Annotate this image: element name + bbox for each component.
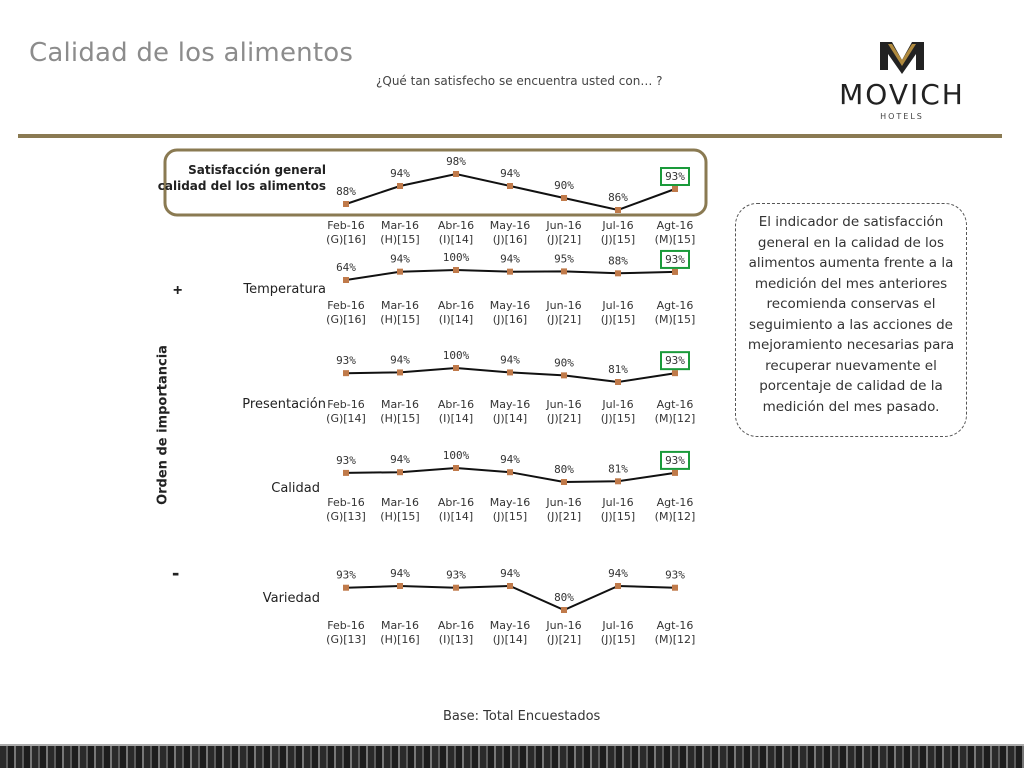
data-point-marker: [561, 607, 567, 613]
category-label: Feb-16: [327, 299, 365, 312]
data-label: 93%: [446, 568, 466, 582]
data-label: 90%: [554, 179, 574, 192]
data-label: 93%: [665, 252, 685, 266]
base-label: (J)[15]: [600, 412, 636, 425]
category-label: Mar-16: [380, 496, 420, 509]
data-point-marker: [343, 370, 349, 376]
category-label: May-16: [489, 619, 531, 632]
data-point-marker: [615, 379, 621, 385]
base-label: (G)[13]: [326, 633, 366, 646]
category-label: Feb-16: [327, 219, 365, 232]
panel-title-temperatura: Temperatura: [243, 282, 326, 297]
data-point-marker: [561, 195, 567, 201]
base-label: (J)[21]: [546, 313, 582, 326]
logo-subtext: HOTELS: [880, 112, 924, 121]
category-label: May-16: [489, 219, 531, 232]
category-label: Jul-16: [602, 619, 634, 632]
base-label: (H)[15]: [380, 412, 420, 425]
data-point-marker: [397, 469, 403, 475]
data-point-marker: [507, 583, 513, 589]
category-label: Abr-16: [437, 496, 475, 509]
data-label: 88%: [608, 254, 628, 268]
category-label: Jun-16: [546, 398, 582, 411]
data-point-marker: [672, 370, 678, 376]
base-label: (G)[14]: [326, 412, 366, 425]
data-label: 93%: [665, 354, 685, 368]
category-label: Jun-16: [546, 619, 582, 632]
category-label: Mar-16: [380, 398, 420, 411]
data-point-marker: [343, 585, 349, 591]
page-title: Calidad de los alimentos: [29, 38, 354, 68]
data-point-marker: [453, 465, 459, 471]
data-label: 98%: [446, 155, 466, 168]
data-label: 94%: [390, 252, 410, 266]
base-label: (J)[15]: [492, 510, 528, 523]
base-label: (J)[15]: [600, 510, 636, 523]
base-label: (J)[16]: [492, 313, 528, 326]
data-point-marker: [397, 583, 403, 589]
data-label: 95%: [554, 252, 574, 266]
base-label: (M)[12]: [654, 510, 696, 523]
base-label: (J)[15]: [600, 233, 636, 246]
data-point-marker: [672, 269, 678, 275]
category-label: May-16: [489, 299, 531, 312]
base-label: (H)[15]: [380, 313, 420, 326]
data-label: 94%: [390, 453, 410, 467]
panel-title-general-line1: Satisfacción general: [188, 163, 326, 177]
data-label: 93%: [665, 568, 685, 582]
importance-minus: -: [172, 560, 180, 585]
importance-axis-label: Orden de importancia: [155, 345, 171, 505]
data-label: 80%: [554, 463, 574, 476]
base-label: (I)[14]: [438, 510, 474, 523]
category-label: Jun-16: [546, 299, 582, 312]
base-label: (J)[14]: [492, 633, 528, 646]
category-label: Jul-16: [602, 398, 634, 411]
data-point-marker: [615, 270, 621, 276]
category-label: Abr-16: [437, 219, 475, 232]
category-label: Jul-16: [602, 496, 634, 509]
data-point-marker: [672, 186, 678, 192]
base-label: (M)[15]: [654, 313, 696, 326]
category-label: Agt-16: [656, 398, 694, 411]
base-label: (M)[15]: [654, 233, 696, 246]
base-label: (H)[15]: [380, 510, 420, 523]
data-label: 93%: [665, 453, 685, 467]
data-point-marker: [453, 267, 459, 273]
series-line: [346, 586, 675, 610]
category-label: May-16: [489, 496, 531, 509]
data-label: 94%: [500, 167, 520, 180]
data-point-marker: [507, 183, 513, 189]
data-point-marker: [507, 469, 513, 475]
data-point-marker: [672, 470, 678, 476]
insight-note: El indicador de satisfacción general en la calidad de los alimentos aumenta frente a la medición del mes anteriores recomienda conservas el seguimiento a las acciones de mejoramiento necesarias para recuperar nuevamente el porcentaje de calidad de la medición del mes pasado.: [735, 203, 967, 437]
category-label: Abr-16: [437, 619, 475, 632]
data-label: 81%: [608, 462, 628, 476]
data-point-marker: [397, 269, 403, 275]
data-label: 88%: [336, 185, 356, 198]
data-point-marker: [561, 372, 567, 378]
data-label: 94%: [390, 567, 410, 580]
base-label: (G)[16]: [326, 233, 366, 246]
base-label: (G)[16]: [326, 313, 366, 326]
base-label: (J)[21]: [546, 510, 582, 523]
data-point-marker: [453, 365, 459, 371]
category-label: Agt-16: [656, 219, 694, 232]
panel-title-general-line2: calidad del los alimentos: [157, 179, 326, 193]
logo-wordmark: MOVICH: [839, 78, 965, 111]
base-label: Base: Total Encuestados: [443, 709, 601, 724]
base-label: (H)[15]: [380, 233, 420, 246]
panel-title-presentación: Presentación: [242, 397, 326, 412]
panel-title-variedad: Variedad: [262, 591, 320, 606]
data-label: 64%: [336, 261, 356, 274]
data-point-marker: [507, 269, 513, 275]
data-label: 94%: [390, 167, 410, 180]
data-point-marker: [507, 369, 513, 375]
data-point-marker: [343, 470, 349, 476]
data-point-marker: [453, 171, 459, 177]
base-label: (G)[13]: [326, 510, 366, 523]
data-label: 90%: [554, 356, 574, 370]
category-label: Mar-16: [380, 299, 420, 312]
category-label: Mar-16: [380, 219, 420, 232]
base-label: (M)[12]: [654, 412, 696, 425]
data-label: 94%: [500, 453, 520, 467]
panel-title-calidad: Calidad: [271, 481, 320, 496]
data-point-marker: [343, 277, 349, 283]
category-label: Jun-16: [546, 496, 582, 509]
category-label: Agt-16: [656, 619, 694, 632]
base-label: (M)[12]: [654, 633, 696, 646]
category-label: Feb-16: [327, 496, 365, 509]
category-label: Jun-16: [546, 219, 582, 232]
category-label: Agt-16: [656, 299, 694, 312]
base-label: (J)[21]: [546, 233, 582, 246]
base-label: (J)[15]: [600, 633, 636, 646]
base-label: (I)[14]: [438, 313, 474, 326]
category-label: Mar-16: [380, 619, 420, 632]
data-label: 94%: [390, 353, 410, 367]
data-point-marker: [453, 585, 459, 591]
footer-pattern: [0, 746, 1024, 768]
data-point-marker: [561, 268, 567, 274]
data-label: 93%: [336, 354, 356, 368]
data-point-marker: [615, 478, 621, 484]
data-label: 93%: [665, 170, 685, 183]
data-label: 94%: [500, 567, 520, 580]
data-label: 100%: [442, 349, 470, 362]
base-label: (J)[14]: [492, 412, 528, 425]
base-label: (I)[14]: [438, 412, 474, 425]
data-label: 86%: [608, 191, 628, 204]
data-label: 94%: [500, 252, 520, 266]
base-label: (J)[16]: [492, 233, 528, 246]
category-label: Abr-16: [437, 299, 475, 312]
category-label: Feb-16: [327, 398, 365, 411]
base-label: (I)[13]: [438, 633, 474, 646]
base-label: (I)[14]: [438, 233, 474, 246]
category-label: Abr-16: [437, 398, 475, 411]
base-label: (H)[16]: [380, 633, 420, 646]
data-point-marker: [397, 183, 403, 189]
importance-plus: +: [173, 282, 183, 299]
data-label: 93%: [336, 568, 356, 582]
base-label: (J)[21]: [546, 412, 582, 425]
data-label: 94%: [608, 567, 628, 580]
data-point-marker: [397, 369, 403, 375]
data-label: 80%: [554, 591, 574, 604]
data-point-marker: [343, 201, 349, 207]
data-point-marker: [561, 479, 567, 485]
data-label: 100%: [442, 449, 470, 462]
data-point-marker: [672, 585, 678, 591]
category-label: Agt-16: [656, 496, 694, 509]
data-label: 94%: [500, 353, 520, 367]
category-label: Feb-16: [327, 619, 365, 632]
survey-question: ¿Qué tan satisfecho se encuentra usted con… ?: [376, 74, 663, 88]
data-label: 100%: [442, 251, 470, 264]
category-label: Jul-16: [602, 219, 634, 232]
category-label: Jul-16: [602, 299, 634, 312]
data-point-marker: [615, 583, 621, 589]
data-label: 81%: [608, 363, 628, 376]
base-label: (J)[21]: [546, 633, 582, 646]
data-point-marker: [615, 207, 621, 213]
category-label: May-16: [489, 398, 531, 411]
data-label: 93%: [336, 453, 356, 467]
base-label: (J)[15]: [600, 313, 636, 326]
